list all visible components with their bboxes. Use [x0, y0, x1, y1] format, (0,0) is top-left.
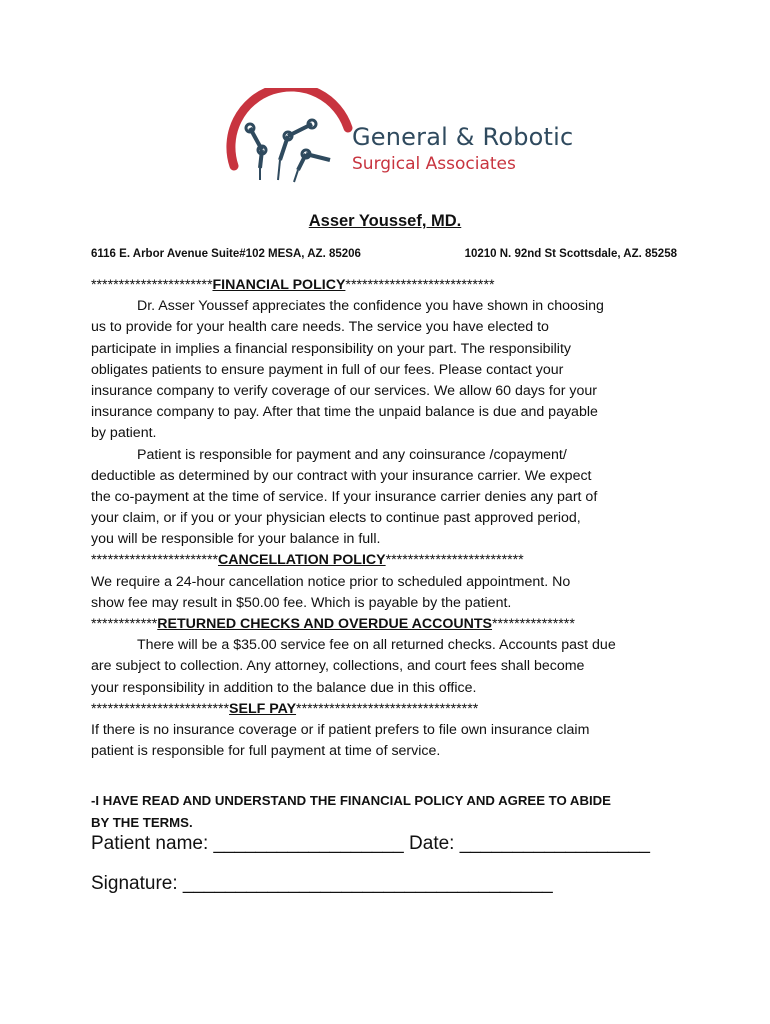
policy-text-line: us to provide for your health care needs. The service you have elected to: [91, 319, 549, 336]
policy-text-line: insurance company to verify coverage of our services. We allow 60 days for your: [91, 382, 597, 399]
logo-title: General & Robotic: [352, 123, 574, 151]
policy-text-line: insurance company to pay. After that time the unpaid balance is due and payable: [91, 404, 598, 421]
self-pay-header: *************************SELF PAY*********************************: [91, 700, 479, 717]
returned-checks-title: RETURNED CHECKS AND OVERDUE ACCOUNTS: [157, 616, 493, 632]
policy-text-line: your claim, or if you or your physician elects to continue past approved period,: [91, 510, 581, 527]
policy-text-line: the co-payment at the time of service. If your insurance carrier denies any part of: [91, 488, 598, 505]
policy-text-line: There will be a $35.00 service fee on all returned checks. Accounts past due: [137, 637, 616, 654]
policy-text-line: Dr. Asser Youssef appreciates the confidence you have shown in choosing: [137, 298, 604, 315]
signature-label: Signature:: [91, 873, 178, 894]
address-mesa: 6116 E. Arbor Avenue Suite#102 MESA, AZ. 85206: [91, 248, 361, 260]
policy-text-line: Patient is responsible for payment and any coinsurance /copayment/: [137, 446, 567, 463]
policy-text-line: deductible as determined by our contract with your insurance carrier. We expect: [91, 467, 592, 484]
address-scottsdale: 10210 N. 92nd St Scottsdale, AZ. 85258: [464, 248, 677, 260]
policy-text-line: patient is responsible for full payment at time of service.: [91, 743, 441, 760]
policy-body: [91, 275, 691, 762]
policy-text-line: you will be responsible for your balance in full.: [91, 531, 381, 548]
returned-checks-header: ************RETURNED CHECKS AND OVERDUE ACCOUNTS***************: [91, 616, 575, 632]
robotic-arm-logo-icon: [220, 88, 355, 198]
patient-name-date-row: [91, 833, 650, 855]
policy-text-line: show fee may result in $50.00 fee. Which is payable by the patient.: [91, 594, 512, 611]
policy-text-line: are subject to collection. Any attorney, collections, and court fees shall become: [91, 658, 585, 675]
acknowledgement-line: BY THE TERMS.: [91, 814, 193, 830]
patient-name-field[interactable]: __________________: [213, 833, 404, 854]
policy-text-line: your responsibility in addition to the balance due in this office.: [91, 679, 477, 696]
policy-text-line: We require a 24-hour cancellation notice prior to scheduled appointment. No: [91, 573, 571, 590]
financial-policy-title: FINANCIAL POLICY: [212, 277, 346, 293]
practice-logo: [220, 88, 574, 198]
policy-text-line: participate in implies a financial responsibility on your part. The responsibility: [91, 340, 571, 357]
self-pay-title: SELF PAY: [229, 700, 297, 717]
financial-policy-header: **********************FINANCIAL POLICY***************************: [91, 277, 495, 293]
logo-subtitle: Surgical Associates: [352, 154, 516, 174]
cancellation-policy-header: ***********************CANCELLATION POLICY*************************: [91, 552, 524, 569]
date-label: Date:: [409, 833, 455, 854]
acknowledgement-line: -I HAVE READ AND UNDERSTAND THE FINANCIAL POLICY AND AGREE TO ABIDE: [91, 793, 611, 808]
policy-text-line: by patient.: [91, 425, 157, 442]
patient-name-label: Patient name:: [91, 833, 209, 854]
policy-text-line: obligates patients to ensure payment in full of our fees. Please contact your: [91, 361, 564, 378]
cancellation-policy-title: CANCELLATION POLICY: [218, 552, 386, 569]
signature-row: [91, 873, 553, 895]
acknowledgement-statement: [91, 790, 691, 833]
signature-field[interactable]: ___________________________________: [182, 873, 553, 894]
date-field[interactable]: __________________: [459, 833, 650, 854]
policy-text-line: If there is no insurance coverage or if patient prefers to file own insurance claim: [91, 721, 590, 738]
doctor-name: Asser Youssef, MD.: [308, 212, 462, 230]
